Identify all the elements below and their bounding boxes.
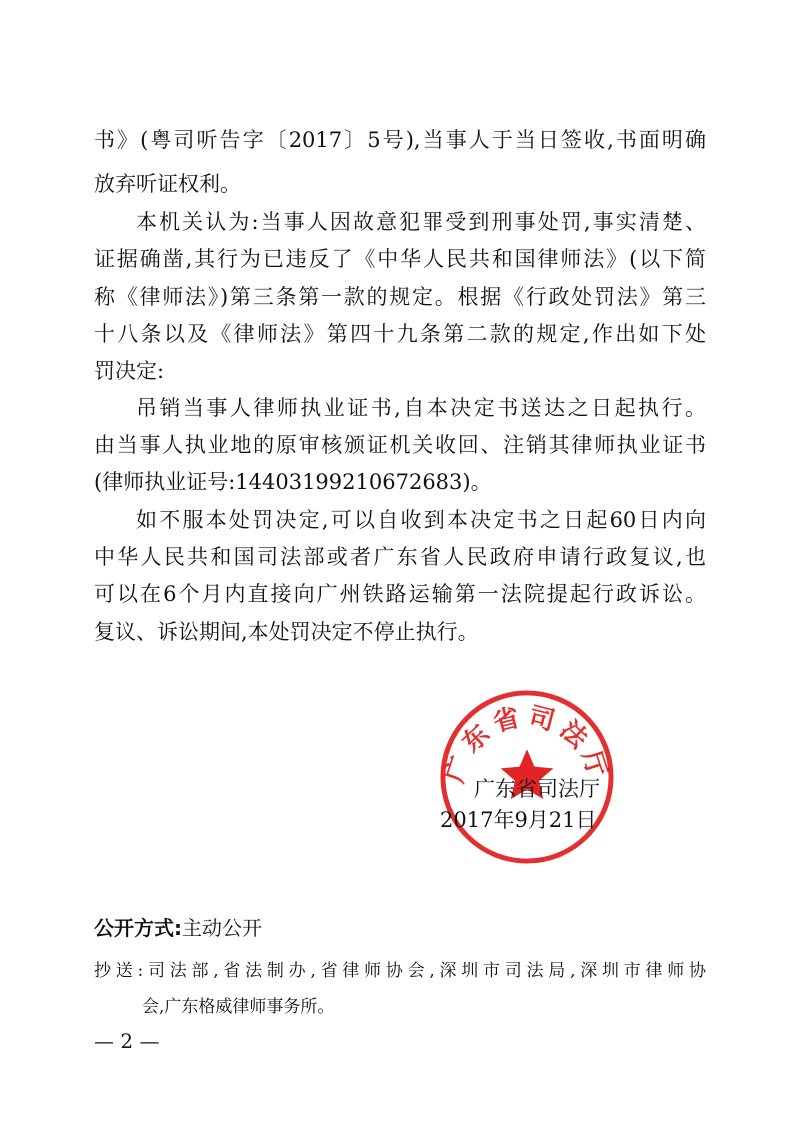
page-number: — 2 — [94,1029,160,1053]
body-line-6: 十八条以及《律师法》第四十九条第二款的规定,作出如下处 [94,322,706,346]
body-line-8: 吊销当事人律师执业证书,自本决定书送达之日起执行。 [136,396,706,420]
body-line-10: (律师执业证号:14403199210672683)。 [94,470,492,494]
body-line-3: 本机关认为:当事人因故意犯罪受到刑事处罚,事实清楚、 [136,210,706,234]
body-line-14: 复议、诉讼期间,本处罚决定不停止执行。 [94,620,479,644]
body-line-11: 如不服本处罚决定,可以自收到本决定书之日起60日内向 [136,508,706,532]
disclosure-label: 公开方式: [94,916,182,940]
body-line-7: 罚决定: [94,359,165,383]
seal-text: 广东省司法厅 [440,701,614,787]
body-line-4: 证据确凿,其行为已违反了《中华人民共和国律师法》(以下简 [94,247,706,271]
body-line-9: 由当事人执业地的原审核颁证机关收回、注销其律师执业证书 [94,433,706,457]
body-line-5: 称《律师法》)第三条第一款的规定。根据《行政处罚法》第三 [94,285,706,309]
signature-date: 2017年9月21日 [440,808,597,832]
disclosure-value: 主动公开 [182,916,262,940]
signature-org: 广东省司法厅 [474,777,600,801]
cc-line-2: 会,广东格威律师事务所。 [142,997,335,1017]
cc-line-1: 抄送:司法部,省法制办,省律师协会,深圳市司法局,深圳市律师协 [94,961,706,981]
body-line-12: 中华人民共和国司法部或者广东省人民政府申请行政复议,也 [94,545,706,569]
body-line-13: 可以在6个月内直接向广州铁路运输第一法院提起行政诉讼。 [94,582,706,606]
body-line-1: 书》(粤司听告字〔2017〕5号),当事人于当日签收,书面明确 [94,128,706,152]
disclosure-method [94,914,262,942]
body-line-2: 放弃听证权利。 [94,172,241,196]
